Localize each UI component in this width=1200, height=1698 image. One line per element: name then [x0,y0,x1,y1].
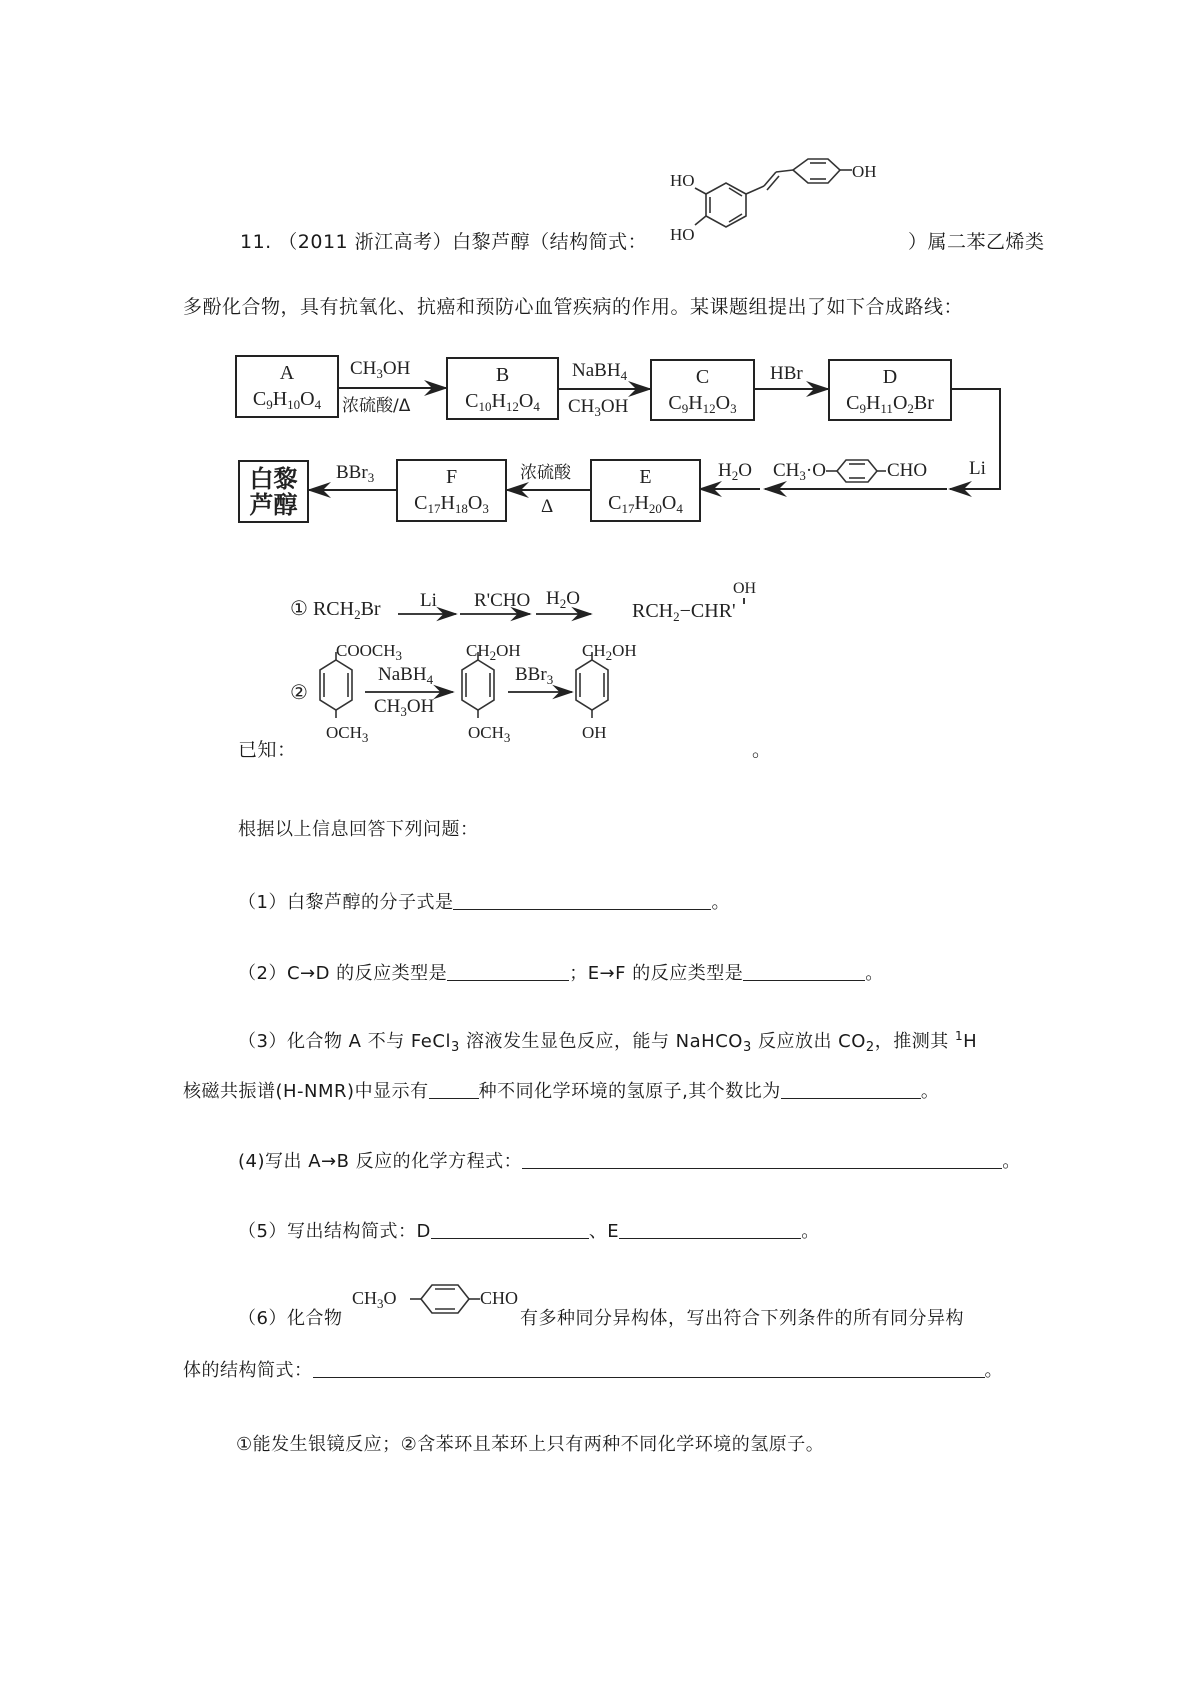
box-c-formula: $C_9H_{12}O_3$ [668,392,737,416]
box-f-formula: $C_{17}H_{18}O_3$ [414,492,489,516]
question-intro-c: 多酚化合物，具有抗氧化、抗癌和预防心血管疾病的作用。某课题组提出了如下合成路线： [183,296,964,318]
cond-reagent-left: $CH_3\cdot O$ [773,460,826,483]
question-3-line1: （3）化合物 A 不与 FeCl$_3$ 溶液发生显色反应，能与 NaHCO$_3$ 反应放出 $CO_2$，推测其 $^1$H [238,1029,978,1055]
known1-step1: Li [420,590,437,611]
cond-a-b-bottom: 浓硫酸/Δ [342,396,411,416]
cond-e-f-top: 浓硫酸 [520,463,571,483]
answer-blank-5e[interactable] [619,1218,801,1239]
question-6-conditions: ①能发生银镜反应；②含苯环且苯环上只有两种不同化学环境的氢原子。 [236,1434,825,1455]
box-a-label: A [279,362,295,384]
answer-blank-5d[interactable] [431,1218,589,1239]
cond-f-final: BBr$_3$ [336,462,375,485]
question-6-text-b: 有多种同分异构体，写出符合下列条件的所有同分异构 [520,1308,964,1329]
known2-sub2-top: $CH_2OH$ [466,641,521,663]
answer-blank-6[interactable] [313,1357,985,1378]
question-source: （2011 浙江高考） [278,231,453,253]
answer-blank-4[interactable] [522,1148,1002,1169]
final-product-line1: 白黎 [249,465,298,493]
box-d [828,359,952,421]
answer-blank-2b[interactable] [743,960,865,981]
cond-reagent-right: CHO [887,460,928,481]
question-1: （1）白黎芦醇的分子式是 。 [238,889,730,915]
box-f [396,459,507,522]
answer-blank-1[interactable] [453,889,711,910]
box-d-formula: $C_9H_{11}O_2Br$ [846,392,934,416]
cond-c-d: HBr [770,363,803,384]
answer-blank-3b[interactable] [781,1078,921,1099]
known1-product-oh: OH [733,580,757,597]
box-e-formula: $C_{17}H_{20}O_4$ [608,492,683,516]
box-c [650,359,755,421]
question-intro-b: ）属二苯乙烯类 [908,231,1045,253]
known2-reagent2: BBr$_3$ [515,664,554,687]
question-6-text-a: （6）化合物 [238,1308,343,1329]
ho-top-label: HO [670,171,695,190]
known2-reagent1-bottom: $CH_3OH$ [374,696,435,719]
known1-reactant: ① $RCH_2Br$ [290,598,381,622]
known2-reagent1-top: NaBH$_4$ [378,664,434,687]
box-f-label: F [445,466,458,488]
known2-sub2-bottom: $OCH_3$ [468,723,511,745]
box-a-formula: $C_9H_{10}O_4$ [252,388,322,412]
box-b-formula: $C_{10}H_{12}O_4$ [465,390,540,414]
cond-h2o: $H_2O$ [718,460,752,483]
route-anisaldehyde-ring [826,460,886,482]
answer-blank-3a[interactable] [429,1078,479,1099]
question-6-line2: 体的结构简式： 。 [183,1357,1003,1383]
known2-sub3-bottom: OH [582,723,607,742]
q6-compound-right: CHO [480,1288,519,1308]
box-b [446,357,559,420]
final-product-line2: 芦醇 [249,491,298,519]
question-4: (4)写出 A→B 反应的化学方程式： 。 [238,1148,1021,1174]
cond-e-f-bottom: Δ [541,496,554,517]
question-number: 11. [240,231,272,253]
box-d-label: D [882,366,898,388]
known2-sub3-top: $CH_2OH$ [582,641,637,663]
known-label: 已知： [238,739,297,761]
box-a [235,355,339,418]
known2-sub1-top: $COOCH_3$ [336,641,403,663]
q6-benzene-ring [410,1280,486,1320]
known1-product: $RCH_2-CHR'$ [632,600,736,624]
known2-marker: ② [290,682,308,704]
oh-right-label: OH [852,162,877,181]
known1-step3: $H_2O$ [546,588,580,611]
known2-sub1-bottom: $OCH_3$ [326,723,369,745]
question-2: （2）C→D 的反应类型是 ；E→F 的反应类型是 。 [238,960,884,986]
instruction: 根据以上信息回答下列问题： [238,819,479,840]
box-e [590,459,701,522]
question-intro-a: 白黎芦醇（结构简式： [452,231,648,253]
cond-a-b-top: $CH_3OH$ [350,358,411,381]
box-final-product [238,460,309,523]
cond-li: Li [969,458,986,479]
cond-b-c-top: NaBH$_4$ [572,360,628,383]
question-5: （5）写出结构简式：D 、E 。 [238,1218,820,1244]
known1-marker: ① [290,598,308,620]
box-c-label: C [695,366,710,388]
question-3-line2: 核磁共振谱(H-NMR)中显示有 种不同化学环境的氢原子,其个数比为 。 [183,1078,939,1104]
answer-blank-2a[interactable] [447,960,569,981]
cond-b-c-bottom: $CH_3OH$ [568,396,629,419]
box-b-label: B [495,364,510,386]
known1-step2: R'CHO [474,590,531,611]
box-e-label: E [639,466,652,488]
ho-bottom-label: HO [670,225,695,244]
known-end-mark: 。 [752,739,772,761]
q6-compound-left: $CH_3O$ [352,1288,397,1311]
